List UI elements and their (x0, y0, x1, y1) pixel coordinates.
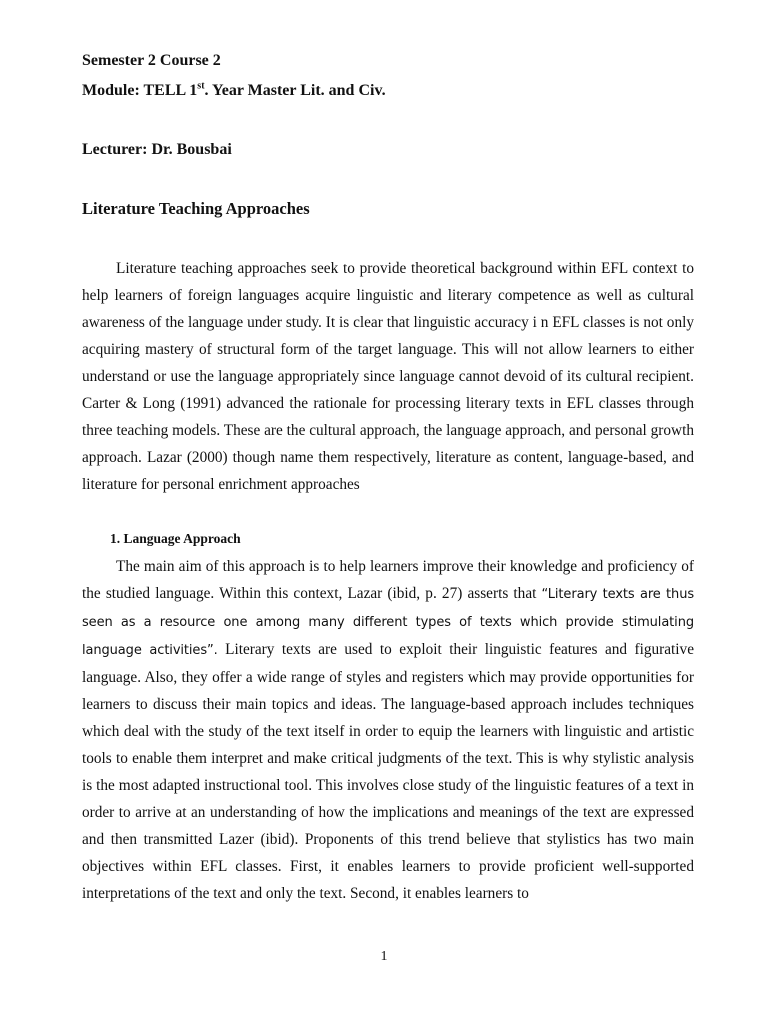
section-quote: “Literary texts are thus seen as a resource one among many different types of texts which provide stimulating language activities”. (82, 587, 695, 658)
lecturer-line: Lecturer: Dr. Bousbai (82, 141, 232, 158)
section-paragraph (82, 553, 694, 907)
intro-paragraph: Literature teaching approaches seek to provide theoretical background within EFL context to help learners of foreign languages acquire linguistic and literary competence as well as cultural awareness of the language under study. It is clear that linguistic accuracy i n EFL classes is not only acquiring mastery of structural form of the target language. This will not allow learners to either understand or use the language appropriately since language cannot devoid of its cultural recipient. Carter & Long (1991) advanced the rationale for processing literary texts in EFL classes through three teaching models. These are the cultural approach, the language approach, and personal growth approach. Lazar (2000) though name them respectively, literature as content, language-based, and literature for personal enrichment approaches (82, 260, 694, 493)
semester-course-line: Semester 2 Course 2 (82, 52, 221, 69)
section-text-before-quote: The main aim of this approach is to help learners improve their knowledge and proficiency of the studied language. Within this context, Lazar (ibid, p. 27) asserts that (82, 558, 694, 602)
module-line (82, 81, 386, 101)
module-suffix: . Year Master Lit. and Civ. (204, 82, 386, 99)
document-title: Literature Teaching Approaches (82, 199, 310, 218)
module-superscript: st (197, 80, 205, 92)
section-text-after-quote: Literary texts are used to exploit their linguistic features and figurative language. Also, they offer a wide range of styles and registers which may provide opportunities for learners to discuss their main topics and ideas. The language-based approach includes techniques which deal with the study of the text itself in order to equip the learners with linguistic and artistic tools to enable them interpret and make critical judgments of the text. This is why stylistic analysis is the most adapted instructional tool. This involves close study of the linguistic features of a text in order to arrive at an understanding of how the implications and meanings of the text are expressed and then transmitted Lazer (ibid). Proponents of this trend believe that stylistics has two main objectives within EFL classes. First, it enables learners to provide proficient well-supported interpretations of the text and only the text. Second, it enables learners to (82, 641, 694, 902)
page-number: 1 (380, 949, 388, 964)
module-prefix: Module: TELL 1 (82, 82, 198, 99)
section-heading-language-approach: 1. Language Approach (110, 531, 241, 546)
